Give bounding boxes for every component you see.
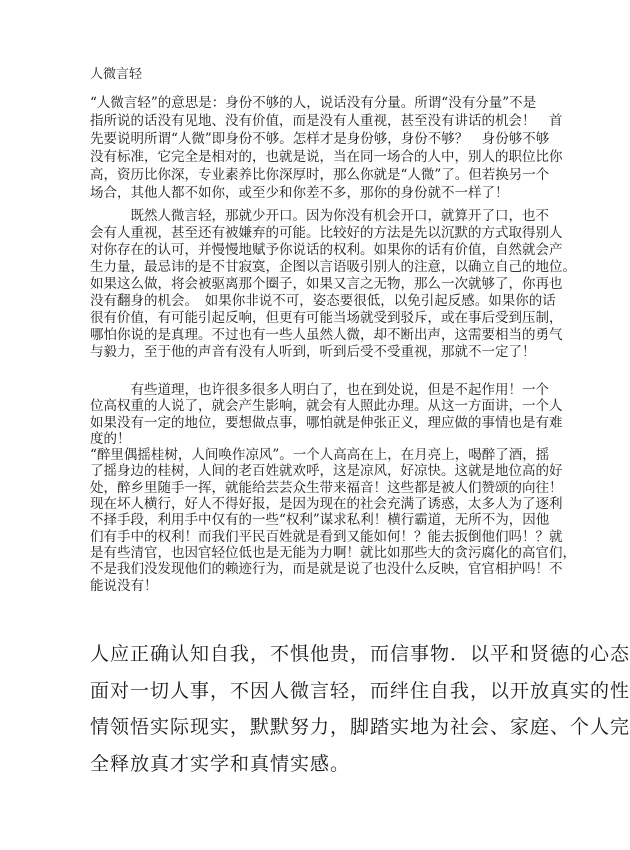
text-line: 位高权重的人说了，就会产生影响，就会有人照此办理。从这一方面讲，一个人 (90, 398, 563, 415)
text-line: 们有手中的权利！而我们平民百姓就是看到又能如何！？能去扳倒他们吗！？就 (90, 528, 563, 545)
conclusion-line: 全释放真才实学和真情实感。 (90, 752, 351, 775)
text-line: 没有标准，它完全是相对的，也就是说，当在同一场合的人中，别人的职位比你 (90, 149, 563, 165)
text-line: 对你存在的认可，并慢慢地赋予你说话的权利。如果你的话有价值，自然就会产 (90, 242, 563, 258)
conclusion-line: 情领悟实际现实，默默努力，脚踏实地为社会、家庭、个人完 (90, 716, 630, 738)
paragraph-3 (90, 382, 576, 594)
text-line: 不是我们没发现他们的赖迹行为，而是就是说了也没什么反映，官官相护吗！不 (90, 561, 563, 578)
paragraph-1 (90, 94, 563, 202)
text-line: 指所说的话没有见地、没有价值，而是没有人重视，甚至没有讲话的机会！ 首 (90, 113, 563, 129)
text-line: 会有人重视，甚至还有被嫌弃的可能。比较好的方法是先以沉默的方式取得别人 (90, 225, 563, 241)
document-title: 人微言轻 (90, 67, 143, 82)
text-line: 与毅力，至于他的声音有没有人听到，听到后受不受重视，那就不一定了！ (90, 344, 536, 360)
text-line: 如果这么做，将会被驱离那个圈子，如果又言之无物，那么一次就够了，你再也 (90, 276, 563, 292)
text-line: 处，醉乡里随手一挥，就能给芸芸众生带来福音！这些都是被人们赞颂的向往！ (90, 479, 563, 496)
text-line: 了摇身边的桂树，人间的老百姓就欢呼，这是凉风，好凉快。这就是地位高的好 (90, 463, 563, 480)
conclusion-paragraph (90, 636, 630, 782)
text-line: 是有些清官，也因官轻位低也是无能为力啊！就比如那些大的贪污腐化的高官们， (90, 544, 576, 561)
text-line: 哪怕你说的是真理。不过也有一些人虽然人微，却不断出声，这需要相当的勇气 (90, 327, 563, 343)
conclusion-line: 面对一切人事，不因人微言轻，而绊住自我，以开放真实的性 (90, 679, 630, 702)
text-line: 生力量，最忌讳的是不甘寂寞，企图以言语吸引别人的注意，以确立自己的地位。 (90, 259, 576, 275)
text-line: 既然人微言轻，那就少开口。因为你没有机会开口，就算开了口，也不 (90, 208, 549, 224)
text-line: “醉里偶摇桂树，人间唤作凉风”。一个人高高在上，在月亮上，喝醉了酒，摇 (90, 447, 550, 464)
text-line: 度的！ (90, 430, 131, 447)
text-line: 先要说明所谓“人微”即身份不够。怎样才是身份够，身份不够？ 身份够不够 (90, 131, 550, 147)
text-line: 如果没有一定的地位，要想做点事，哪怕就是伸张正义，理应做的事情也是有难 (90, 414, 563, 431)
conclusion-line: 人应正确认知自我，不惧他贵，而信事物．以平和贤德的心态 (90, 643, 630, 665)
text-line: 有些道理，也许很多很多人明白了，也在到处说，但是不起作用！一个 (90, 382, 549, 398)
text-line: “人微言轻”的意思是：身份不够的人，说话没有分量。所谓“没有分量”不是 (90, 95, 537, 111)
text-line: 很有价值，有可能引起反响，但更有可能当场就受到驳斥，或在事后受到压制， (90, 310, 563, 326)
text-line: 高，资历比你深，专业素养比你深厚时，那么你就是“人微”了。但若换另一个 (90, 167, 550, 183)
text-line: 场合，其他人都不如你，或至少和你差不多，那你的身份就不一样了！ (90, 185, 509, 201)
text-line: 现在坏人横行，好人不得好报，是因为现在的社会充满了诱惑，太多人为了逐利 (90, 496, 563, 513)
text-line: 能说没有！ (90, 577, 158, 594)
paragraph-2 (90, 208, 576, 361)
text-line: 不择手段，利用手中仅有的一些“权利”谋求私利！横行霸道，无所不为，因他 (90, 512, 550, 529)
text-line: 没有翻身的机会。 如果你非说不可，姿态要很低，以免引起反感。如果你的话 (90, 293, 556, 309)
